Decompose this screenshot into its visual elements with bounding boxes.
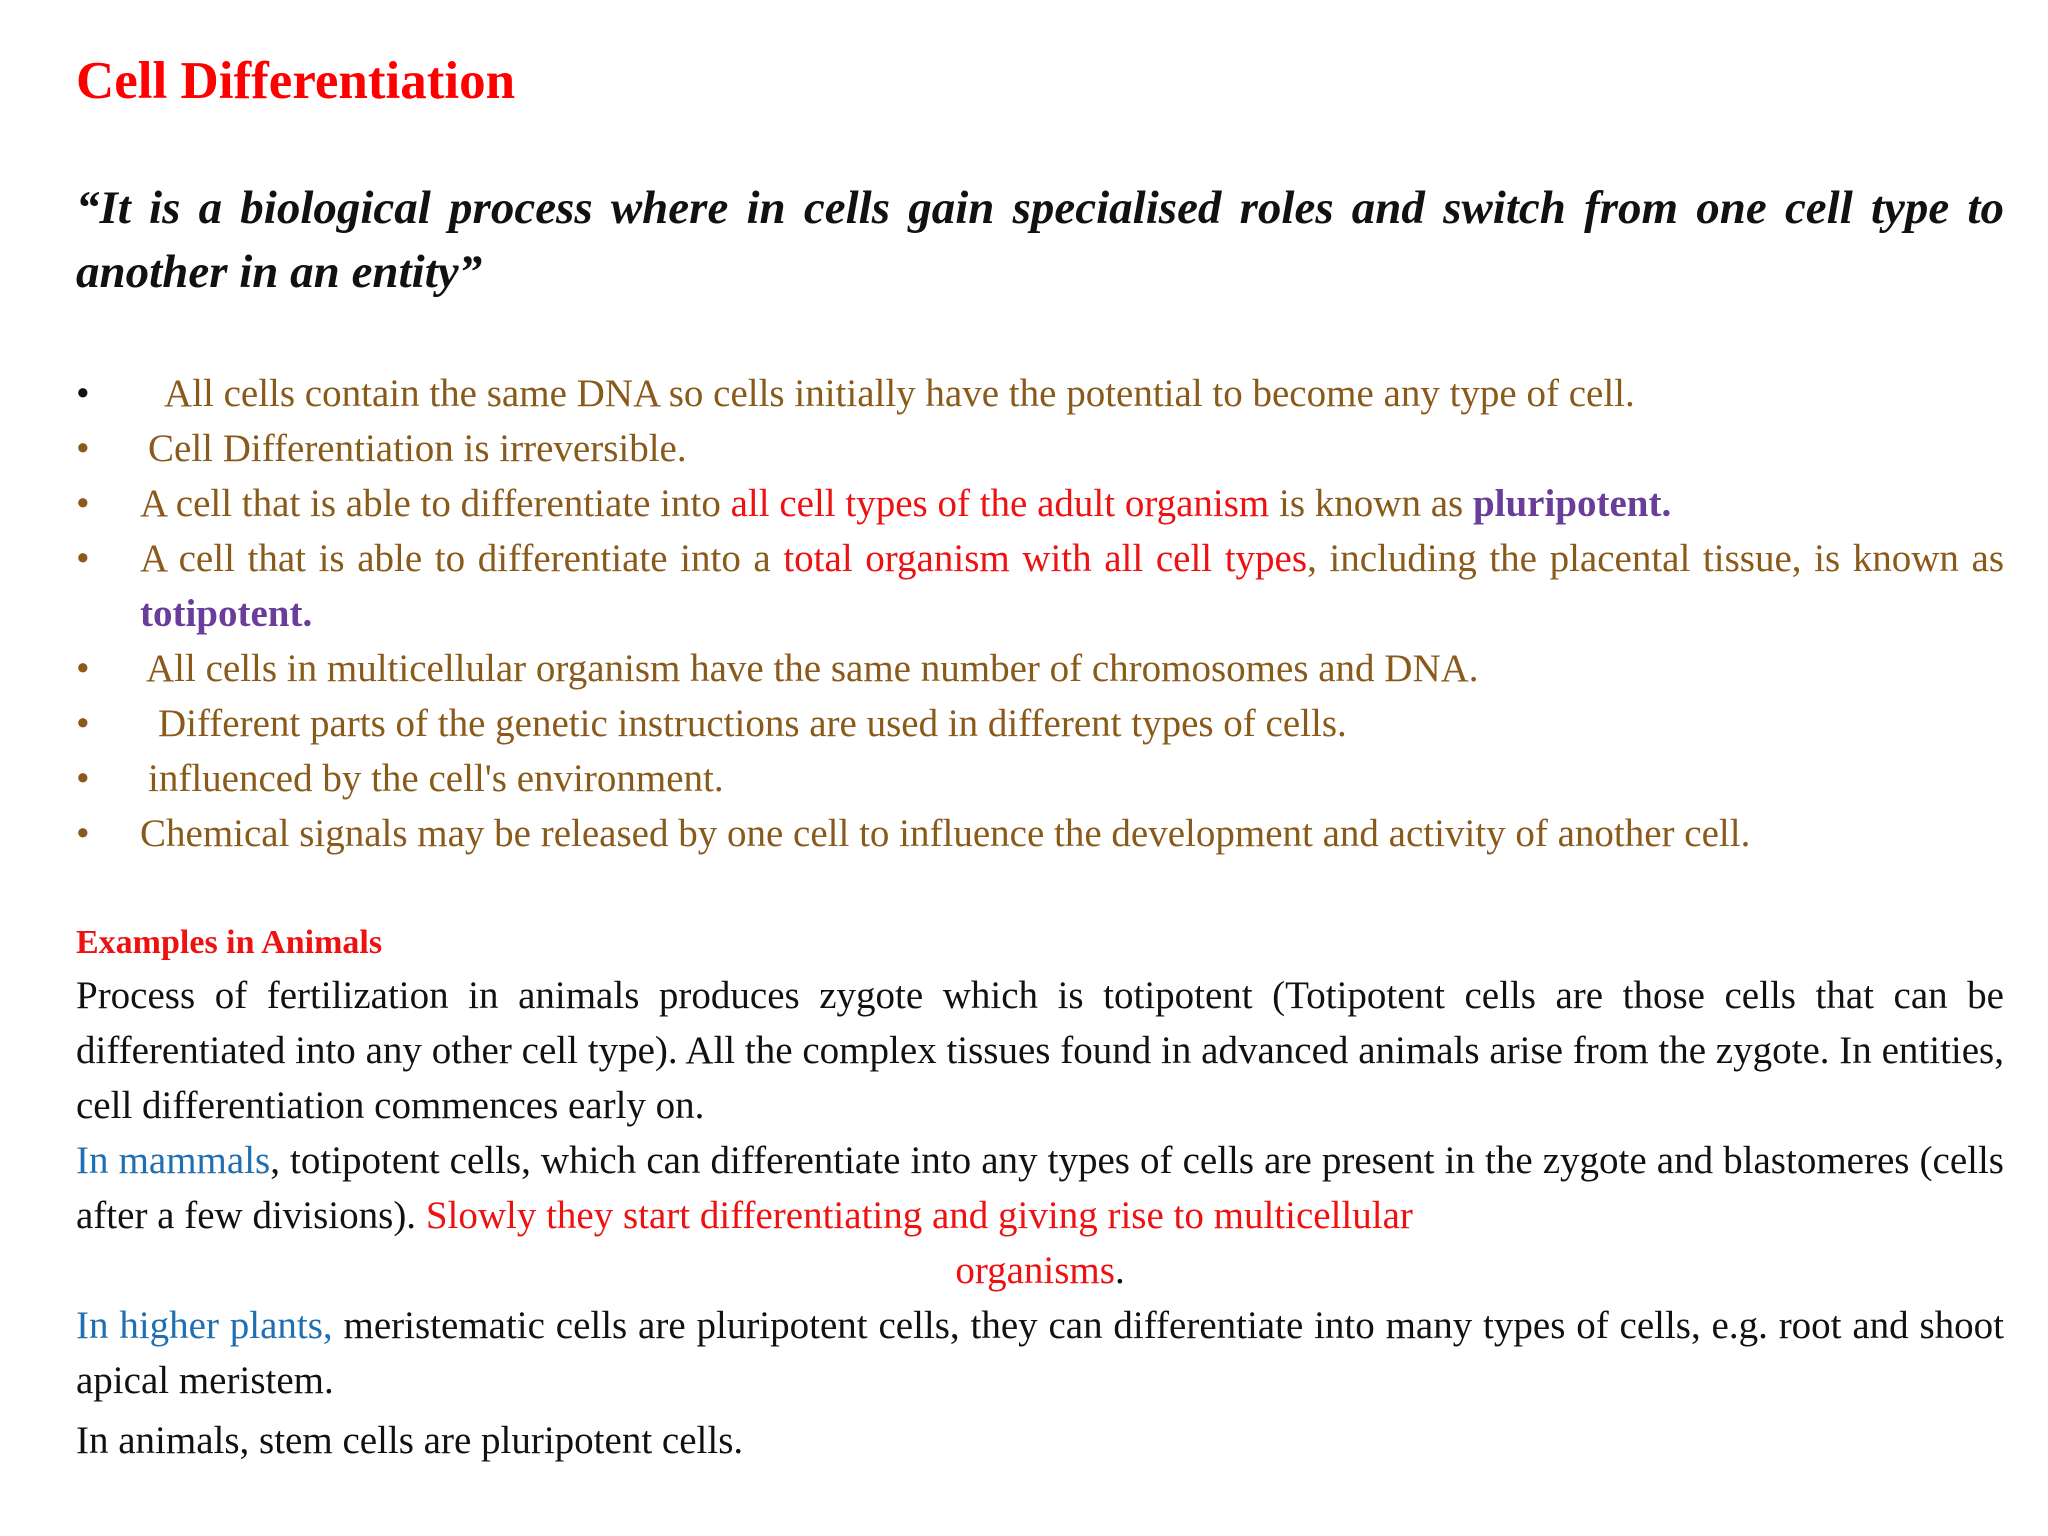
bullet-text: Chemical signals may be released by one cell to influence the development and activity of another cell. — [140, 812, 1751, 855]
highlight-text: organisms — [955, 1249, 1115, 1292]
paragraph-higher-plants — [76, 1298, 2004, 1408]
bullet-icon: • — [76, 757, 90, 800]
bullet-icon: • — [76, 482, 90, 525]
bullet-text: Different parts of the genetic instructions are used in different types of cells. — [158, 702, 1347, 745]
paragraph-fertilization: Process of fertilization in animals produces zygote which is totipotent (Totipotent cells are those cells that can be differentiated into any other cell type). All the complex tissues found in advanced animals arise from the zygote. In entities, cell differentiation commences early on. — [76, 974, 2004, 1127]
bullet-icon: • — [76, 812, 90, 855]
definition-quote: “It is a biological process where in cells gain specialised roles and switch from one cell type to another in an entity” — [76, 182, 2004, 298]
list-item — [76, 696, 2004, 751]
lead-text: In mammals — [76, 1139, 271, 1182]
paragraph-mammals-tail — [76, 1243, 2004, 1298]
bullet-text: , including the placental tissue, is known as — [1307, 537, 2004, 580]
paragraph-text: . — [1114, 1249, 1125, 1292]
list-item — [76, 366, 2004, 421]
bullet-text: A cell that is able to differentiate into a — [140, 537, 784, 580]
paragraph-mammals — [76, 1133, 2004, 1243]
bullet-icon: • — [76, 372, 90, 415]
bullet-text: A cell that is able to differentiate into — [140, 482, 731, 525]
bullet-text: All cells contain the same DNA so cells initially have the potential to become any type of cell. — [164, 372, 1635, 415]
list-item — [76, 751, 2004, 806]
highlight-text: all cell types of the adult organism — [730, 482, 1270, 525]
highlight-text: total organism with all cell types — [783, 537, 1308, 580]
facts-bullet-list — [76, 366, 2004, 861]
paragraph-text: , totipotent cells, which can differentiate into any types of cells are present in the zygote and blastomeres (cells after a few divisions). — [76, 1139, 2004, 1237]
highlight-text: Slowly they start differentiating and giving rise to multicellular — [425, 1194, 1413, 1237]
list-item — [76, 476, 2004, 531]
paragraph-text: meristematic cells are pluripotent cells, they can differentiate into many types of cells, e.g. root and shoot apical meristem. — [76, 1304, 2004, 1402]
bullet-text: is known as — [1269, 482, 1473, 525]
bullet-text: influenced by the cell's environment. — [148, 757, 724, 800]
list-item — [76, 641, 2004, 696]
examples-heading: Examples in Animals — [76, 924, 383, 961]
lead-text: In higher plants, — [76, 1304, 333, 1347]
paragraph-stem-cells: In animals, stem cells are pluripotent cells. — [76, 1419, 744, 1462]
list-item — [76, 531, 2004, 641]
bullet-icon: • — [76, 702, 90, 745]
bullet-text: Cell Differentiation is irreversible. — [148, 427, 687, 470]
bullet-icon: • — [76, 647, 90, 690]
term-totipotent: totipotent. — [140, 592, 313, 635]
list-item — [76, 421, 2004, 476]
term-pluripotent: pluripotent. — [1472, 482, 1672, 525]
bullet-icon: • — [76, 537, 90, 580]
list-item — [76, 806, 2004, 861]
bullet-icon: • — [76, 427, 90, 470]
bullet-text: All cells in multicellular organism have the same number of chromosomes and DNA. — [146, 647, 1479, 690]
page-title: Cell Differentiation — [76, 52, 516, 110]
